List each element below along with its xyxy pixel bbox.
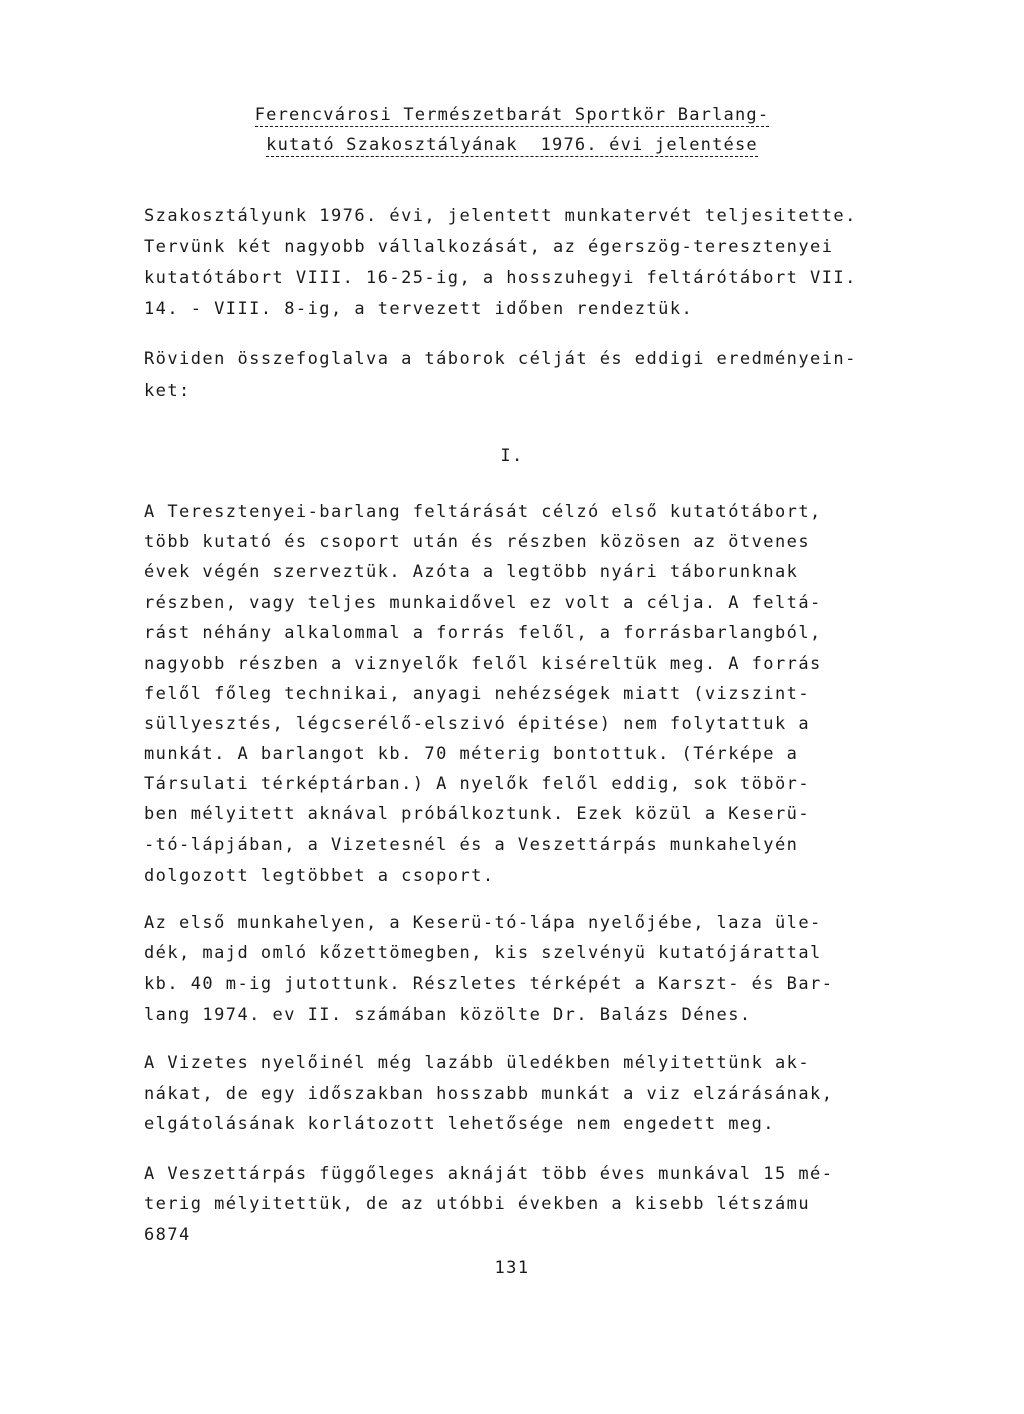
text-line: részben, vagy teljes munkaidővel ez volt a célja. A feltá- bbox=[144, 593, 822, 613]
text-line: rást néhány alkalommal a forrás felől, a forrásbarlangból, bbox=[144, 623, 822, 643]
text-line: Szakosztályunk 1976. évi, jelentett munkatervét teljesitette. bbox=[144, 206, 857, 226]
catalog-code: 6874 bbox=[144, 1225, 191, 1245]
text-line: munkát. A barlangot kb. 70 méterig bontottuk. (Térképe a bbox=[144, 744, 799, 764]
text-line: nákat, de egy időszakban hosszabb munkát a viz elzárásának, bbox=[144, 1084, 834, 1104]
text-line: süllyesztés, légcserélő-elszivó épitése) nem folytattuk a bbox=[144, 714, 811, 734]
text-line: 14. - VIII. 8-ig, a tervezett időben rendeztük. bbox=[144, 299, 694, 319]
report-title-line-2: kutató Szakosztályának 1976. évi jelentése bbox=[266, 135, 758, 155]
text-line: felől főleg technikai, anyagi nehézségek miatt (vizszint- bbox=[144, 684, 811, 704]
text-line: -tó-lápjában, a Vizetesnél és a Veszettárpás munkahelyén bbox=[144, 835, 799, 855]
text-line: Az első munkahelyen, a Keserü-tó-lápa nyelőjébe, laza üle- bbox=[144, 913, 822, 933]
page-number: 131 bbox=[494, 1258, 530, 1278]
report-title-line-1: Ferencvárosi Természetbarát Sportkör Barlang- bbox=[254, 105, 770, 125]
text-line: dék, majd omló kőzettömegben, kis szelvényü kutatójárattal bbox=[144, 943, 822, 963]
text-line: terig mélyitettük, de az utóbbi években a kisebb létszámu bbox=[144, 1194, 811, 1214]
text-line: A Teresztenyei-barlang feltárását célzó első kutatótábort, bbox=[144, 502, 822, 522]
text-line: nagyobb részben a viznyelők felől kiséreltük meg. A forrás bbox=[144, 654, 822, 674]
text-line: elgátolásának korlátozott lehetősége nem engedett meg. bbox=[144, 1114, 775, 1134]
text-line: lang 1974. ev II. számában közölte Dr. Balázs Dénes. bbox=[144, 1005, 752, 1025]
text-line: évek végén szerveztük. Azóta a legtöbb nyári táborunknak bbox=[144, 562, 799, 582]
section-numeral: I. bbox=[500, 446, 524, 466]
text-line: Tervünk két nagyobb vállalkozását, az égerszög-teresztenyei bbox=[144, 237, 834, 257]
text-line: dolgozott legtöbbet a csoport. bbox=[144, 866, 495, 886]
text-line: kb. 40 m-ig jutottunk. Részletes térképét a Karszt- és Bar- bbox=[144, 974, 834, 994]
text-line: ket: bbox=[144, 381, 191, 401]
text-line: A Vizetes nyelőinél még lazább üledékben mélyitettünk ak- bbox=[144, 1053, 811, 1073]
text-line: Társulati térképtárban.) A nyelők felől eddig, sok töbör- bbox=[144, 774, 811, 794]
text-line: ben mélyitett aknával próbálkoztunk. Ezek közül a Keserü- bbox=[144, 804, 811, 824]
text-line: kutatótábort VIII. 16-25-ig, a hosszuhegyi feltárótábort VII. bbox=[144, 268, 857, 288]
text-line: több kutató és csoport után és részben közösen az ötvenes bbox=[144, 532, 811, 552]
text-line: Röviden összefoglalva a táborok célját és eddigi eredményein- bbox=[144, 349, 857, 369]
text-line: A Veszettárpás függőleges aknáját több éves munkával 15 mé- bbox=[144, 1164, 834, 1184]
